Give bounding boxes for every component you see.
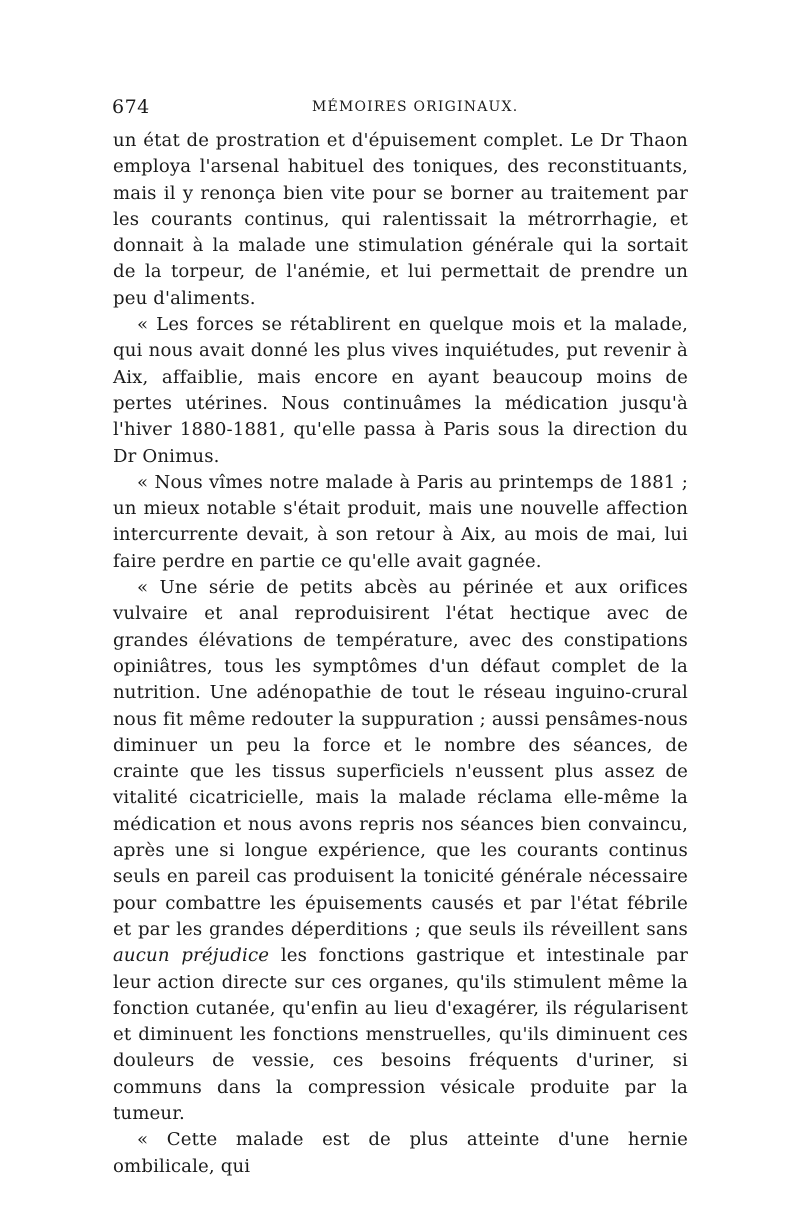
running-title: MÉMOIRES ORIGINAUX. (312, 99, 519, 115)
paragraph-5: « Cette malade est de plus atteinte d'une hernie ombilicale, qui (113, 1129, 688, 1177)
page-header (112, 96, 687, 122)
paragraph-2: « Les forces se rétablirent en quelque mois et la malade, qui nous avait donné les plus vives inquiétudes, put revenir à Aix, affaiblie, mais encore en ayant beaucoup moins de pertes utérines. Nous continuâmes la médication jusqu'à l'hiver 1880-1881, qu'elle passa à Paris sous la direction du Dr Onimus. (113, 314, 688, 467)
paragraph-4 (113, 575, 688, 1127)
page-number: 674 (112, 96, 150, 118)
body-text (113, 128, 688, 1180)
paragraph-4-part-1: « Une série de petits abcès au périnée et aux orifices vulvaire et anal reproduisirent l'état hectique avec de grandes élévations de température, avec des constipations opiniâtres, tous les symptômes d'un défaut complet de la nutrition. Une adénopathie de tout le réseau inguino-crural nous fit même redouter la suppuration ; aussi pensâmes-nous diminuer un peu la force et le nombre des séances, de crainte que les tissus superficiels n'eussent plus assez de vitalité cicatricielle, mais la malade réclama elle-même la médication et nous avons repris nos séances bien convaincu, après une si longue expérience, que les courants continus seuls en pareil cas produisent la tonicité générale nécessaire pour combattre les épuisements causés et par l'état fébrile et par les grandes déperditions ; que seuls ils réveillent sans (113, 577, 688, 940)
paragraph-4-part-2: les fonctions gastrique et intestinale par leur action directe sur ces organes, qu'ils stimulent même la fonction cutanée, qu'enfin au lieu d'exagérer, ils régularisent et diminuent les fonctions menstruelles, qu'ils diminuent ces douleurs de vessie, ces besoins fréquents d'uriner, si communs dans la compression vésicale produite par la tumeur. (113, 945, 688, 1124)
paragraph-1: un état de prostration et d'épuisement complet. Le Dr Thaon employa l'arsenal habituel des toniques, des reconstituants, mais il y renonça bien vite pour se borner au traitement par les courants continus, qui ralentissait la métrorrhagie, et donnait à la malade une stimulation générale qui la sortait de la torpeur, de l'anémie, et lui permettait de prendre un peu d'aliments. (113, 130, 688, 309)
italic-phrase: aucun préjudice (113, 945, 270, 967)
paragraph-3: « Nous vîmes notre malade à Paris au printemps de 1881 ; un mieux notable s'était produit, mais une nouvelle affection intercurrente devait, à son retour à Aix, au mois de mai, lui faire perdre en partie ce qu'elle avait gagnée. (113, 471, 688, 572)
